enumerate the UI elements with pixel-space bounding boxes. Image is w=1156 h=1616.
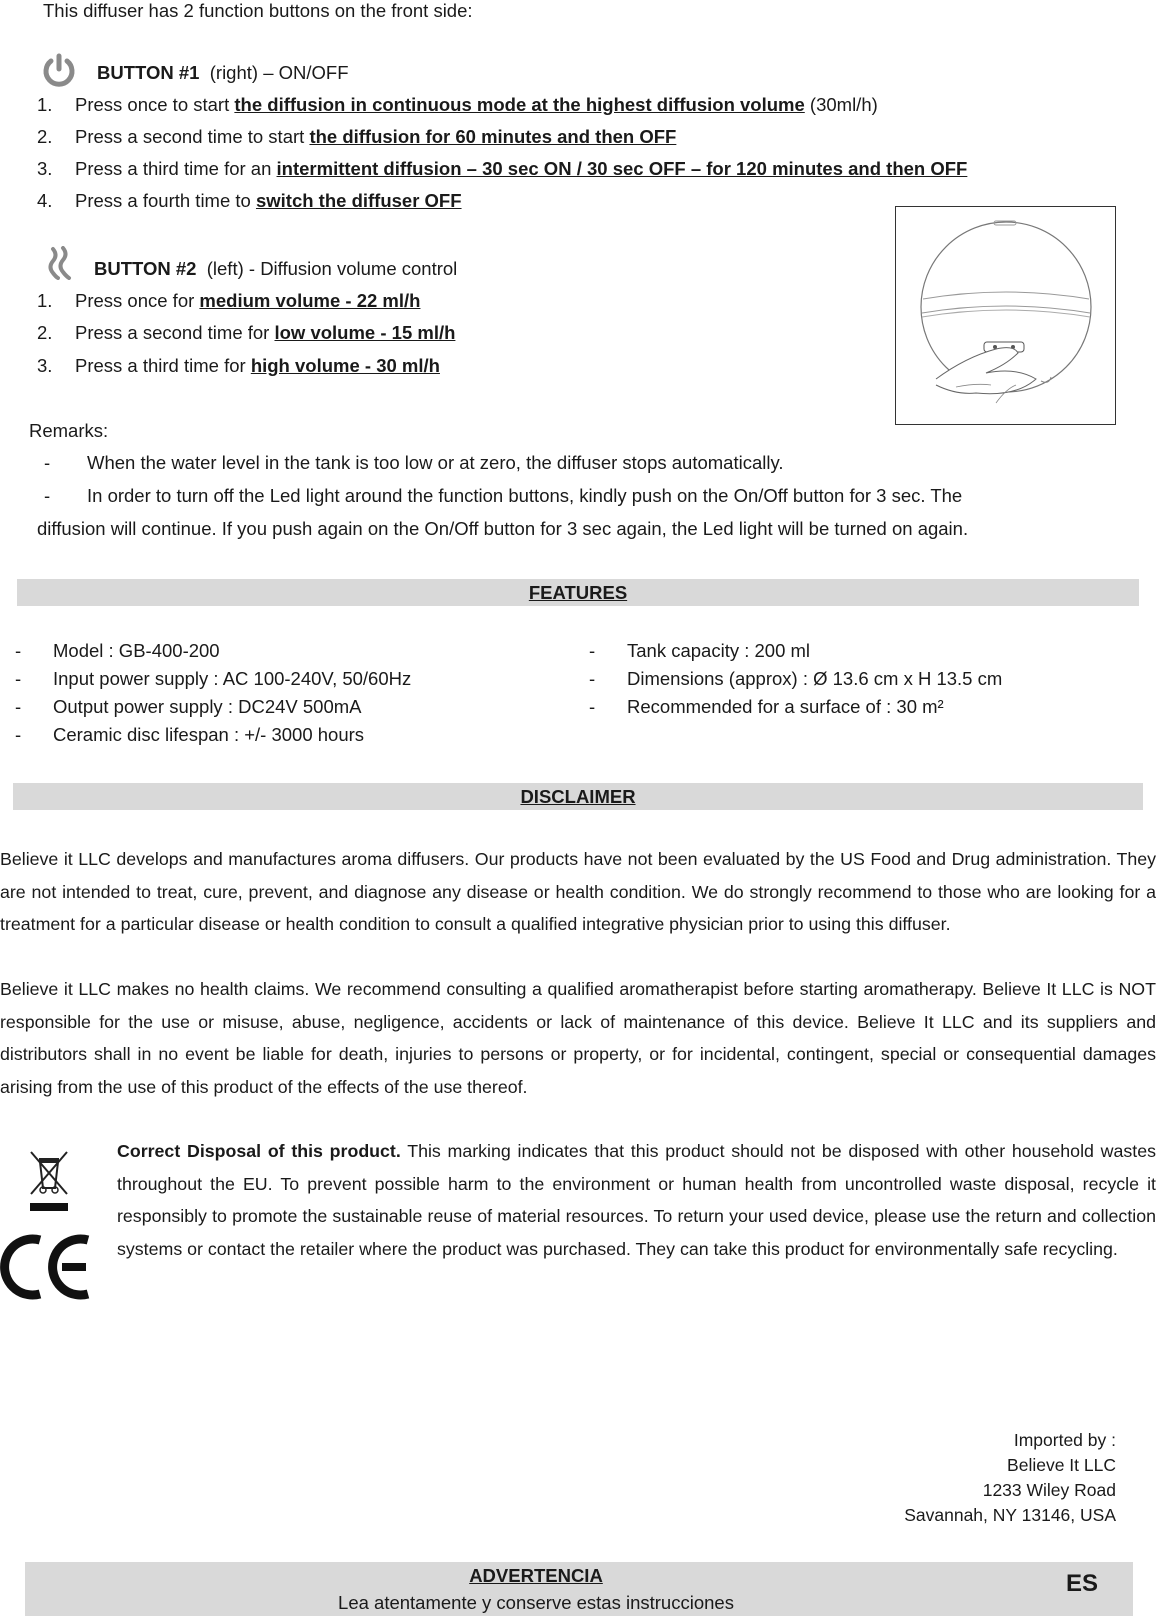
disclaimer-paragraph-2: Believe it LLC makes no health claims. We recommend consulting a qualified aromatherapist before starting aromatherapy. Believe It LLC is NOT responsible for the use or misuse, abuse, negligence, accidents or lack of maintenance of this device. Believe It LLC and its suppliers and distributors shall in no event be liable for death, injuries to persons or property, or for incidental, contingent, special or consequential damages arising from the use of this product of the effects of the use thereof.	[0, 979, 1156, 1097]
ce-mark-icon	[0, 1232, 92, 1302]
feature-item: - Ceramic disc lifespan : +/- 3000 hours	[15, 724, 365, 745]
button2-title: BUTTON #2	[94, 258, 197, 279]
list-item: 3. Press a third time for high volume - 30 ml/h	[37, 355, 440, 376]
remarks-title: Remarks:	[29, 420, 109, 441]
importer-label: Imported by :	[1013, 1430, 1116, 1450]
weee-bin-icon	[25, 1148, 73, 1213]
features-heading: FEATURES	[17, 579, 1139, 606]
disclaimer-paragraph-1: Believe it LLC develops and manufactures aroma diffusers. Our products have not been evaluated by the US Food and Drug administration. They are not intended to treat, cure, prevent, and diagnose any disease or health condition. We do strongly recommend to those who are looking for a treatment for a particular disease or health condition to consult a qualified integrative physician prior to using this diffuser.	[0, 849, 1156, 934]
list-item: 3. Press a third time for an intermittent diffusion – 30 sec ON / 30 sec OFF – for 120 minutes and then OFF	[37, 158, 968, 179]
feature-item: - Model : GB-400-200	[15, 640, 220, 661]
importer-city: Savannah, NY 13146, USA	[904, 1505, 1116, 1525]
remark-item-continued: diffusion will continue. If you push again on the On/Off button for 3 sec again, the Led light will be turned on again.	[37, 518, 969, 539]
language-code: ES	[1065, 1570, 1098, 1597]
feature-item: - Input power supply : AC 100-240V, 50/60Hz	[15, 668, 412, 689]
feature-item: - Recommended for a surface of : 30 m²	[589, 696, 944, 717]
power-icon	[40, 52, 78, 88]
mist-icon	[47, 246, 75, 280]
button1-title: BUTTON #1	[97, 62, 200, 83]
footer-bar	[25, 1562, 1133, 1616]
list-item: 2. Press a second time to start the diffusion for 60 minutes and then OFF	[37, 126, 677, 147]
list-item: 2. Press a second time for low volume - 15 ml/h	[37, 322, 456, 343]
disclaimer-heading: DISCLAIMER	[13, 783, 1143, 810]
button1-subtitle: (right) – ON/OFF	[209, 62, 349, 83]
button2-heading	[94, 258, 457, 280]
remark-item: - When the water level in the tank is too low or at zero, the diffuser stops automatically.	[44, 452, 784, 473]
remark-item: - In order to turn off the Led light around the function buttons, kindly push on the On/Off button for 3 sec. The	[44, 485, 963, 506]
feature-item: - Dimensions (approx) : Ø 13.6 cm x H 13.5 cm	[589, 668, 1003, 689]
feature-item: - Output power supply : DC24V 500mA	[15, 696, 362, 717]
list-item: 1. Press once to start the diffusion in continuous mode at the highest diffusion volume (30ml/h)	[37, 94, 878, 115]
footer-subtitle: Lea atentamente y conserve estas instrucciones	[338, 1592, 734, 1613]
importer-street: 1233 Wiley Road	[982, 1480, 1116, 1500]
footer-heading: ADVERTENCIA	[469, 1565, 603, 1586]
button1-heading	[97, 62, 349, 84]
button2-subtitle: (left) - Diffusion volume control	[206, 258, 458, 279]
diffuser-image	[895, 206, 1116, 425]
diffuser-illustration	[896, 207, 1115, 424]
disposal-title: Correct Disposal of this product.	[117, 1141, 401, 1161]
list-item: 1. Press once for medium volume - 22 ml/h	[37, 290, 421, 311]
feature-item: - Tank capacity : 200 ml	[589, 640, 811, 661]
disposal-paragraph	[117, 1135, 1156, 1265]
importer-name: Believe It LLC	[1007, 1455, 1116, 1475]
intro-text: This diffuser has 2 function buttons on the front side:	[43, 0, 473, 21]
disposal-text: This marking indicates that this product should not be disposed with other household wastes throughout the EU. To prevent possible harm to the environment or human health from uncontrolled waste disposal, recycle it responsibly to promote the sustainable reuse of material resources. To return your used device, please use the return and collection systems or contact the retailer where the product was purchased. They can take this product for environmentally safe recycling.	[117, 1141, 1156, 1259]
list-item: 4. Press a fourth time to switch the diffuser OFF	[37, 190, 462, 211]
